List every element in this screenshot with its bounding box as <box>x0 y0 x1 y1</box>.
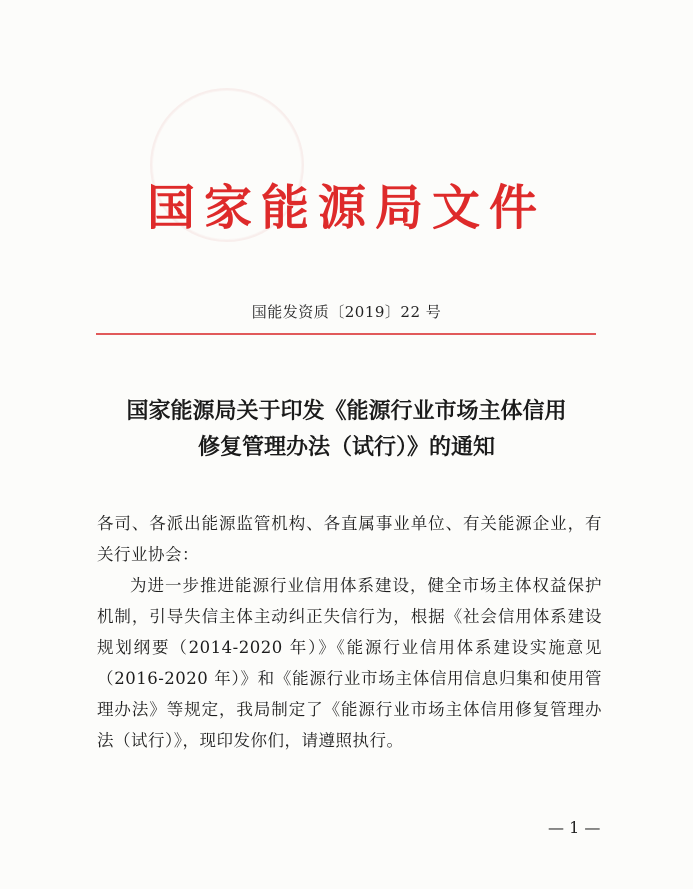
document-title-line-2: 修复管理办法（试行）》的通知 <box>197 434 495 460</box>
document-title-line-1: 国家能源局关于印发《能源行业市场主体信用 <box>126 398 567 424</box>
body-paragraph: 为进一步推进能源行业信用体系建设，健全市场主体权益保护机制，引导失信主体主动纠正失信行为，根据《社会信用体系建设规划纲要（2014-2020 年）》《能源行业信用体系建设实施意见（2016-2020 年）》和《能源行业市场主体信用信息归集和使用管理办法》等规定，我局制定了《能源行业市场主体信用修复管理办法（试行）》，现印发你们，请遵照执行。 <box>97 576 602 750</box>
addressee-line: 各司、各派出能源监管机构、各直属事业单位、有关能源企业，有关行业协会： <box>97 514 602 564</box>
document-number: 国能发资质〔2019〕22 号 <box>251 303 442 321</box>
red-separator-line <box>96 333 596 335</box>
document-body <box>97 508 602 756</box>
document-title <box>60 393 633 465</box>
agency-header-title: 国家能源局文件 <box>146 180 546 236</box>
page-number: — 1 — <box>548 818 601 837</box>
